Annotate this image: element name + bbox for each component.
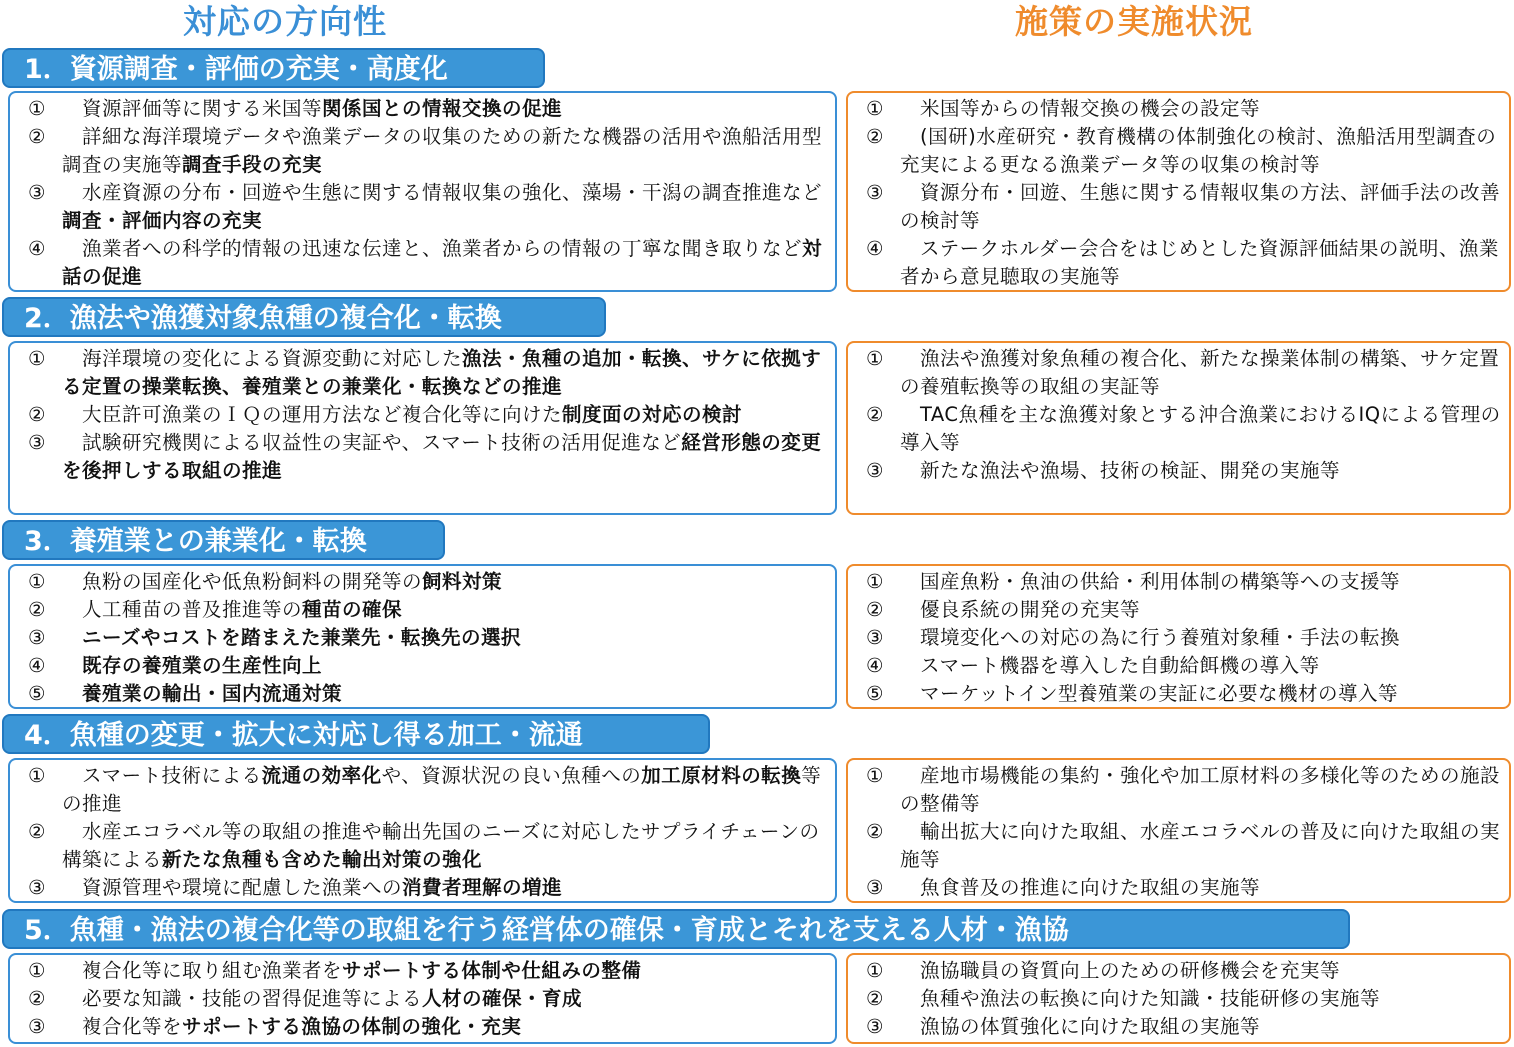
item-text: 大臣許可漁業のＩＱの運用方法など複合化等に向けた	[82, 403, 563, 426]
item-number: ③	[28, 1015, 46, 1038]
item-number: ③	[866, 1015, 884, 1038]
item-number: ①	[28, 570, 46, 593]
item-emphasis: サポートする体制や仕組みの整備	[342, 959, 642, 982]
status-item	[866, 345, 1501, 401]
item-number: ③	[28, 431, 46, 454]
item-text: 水産エコラベル等の取組の推進や輸出先国のニーズに対応したサプライチェーンの構築による	[62, 820, 820, 871]
item-emphasis: 調査手段の充実	[182, 153, 323, 176]
direction-item	[28, 429, 827, 485]
item-text: 魚粉の国産化や低魚粉飼料の開発等の	[82, 570, 423, 593]
item-number: ②	[866, 987, 884, 1010]
item-text: 魚種や漁法の転換に向けた知識・技能研修の実施等	[920, 987, 1381, 1010]
item-number: ①	[28, 764, 46, 787]
item-number: ①	[866, 959, 884, 982]
item-number: ②	[866, 820, 884, 843]
item-number: ②	[28, 598, 46, 621]
item-number: ①	[28, 97, 46, 120]
item-number: ③	[866, 626, 884, 649]
item-emphasis: 種苗の確保	[302, 598, 403, 621]
item-emphasis: 経営形態の変更を後押しする取組の推進	[62, 431, 822, 482]
item-emphasis: 飼料対策	[422, 570, 503, 593]
item-text: 必要な知識・技能の習得促進等による	[82, 987, 423, 1010]
direction-item	[28, 95, 827, 123]
item-emphasis: ニーズやコストを踏まえた兼業先・転換先の選択	[82, 626, 522, 649]
item-text: 人工種苗の普及推進等の	[82, 598, 303, 621]
status-box	[846, 953, 1511, 1044]
item-emphasis: 加工原材料の転換	[641, 764, 802, 787]
item-number: ④	[28, 654, 46, 677]
item-text: 詳細な海洋環境データや漁業データの収集のための新たな機器の活用や漁船活用型調査の実施等	[62, 125, 823, 176]
status-item	[866, 568, 1501, 596]
item-text: 等の推進	[62, 764, 822, 815]
item-number: ①	[866, 97, 884, 120]
item-text: マーケットイン型養殖業の実証に必要な機材の導入等	[920, 682, 1399, 705]
item-number: ③	[866, 876, 884, 899]
item-text: 漁業者への科学的情報の迅速な伝達と、漁業者からの情報の丁寧な聞き取りなど	[82, 237, 803, 260]
item-number: ③	[866, 181, 884, 204]
direction-item	[28, 818, 827, 874]
item-number: ③	[28, 626, 46, 649]
item-text: 海洋環境の変化による資源変動に対応した	[82, 347, 463, 370]
direction-box	[8, 91, 837, 292]
right-column-title: 施策の実施状況	[1015, 2, 1253, 41]
item-number: ②	[866, 403, 884, 426]
item-text: スマート機器を導入した自動給餌機の導入等	[920, 654, 1320, 677]
item-number: ②	[866, 598, 884, 621]
item-emphasis: サポートする漁協の体制の強化・充実	[182, 1015, 522, 1038]
direction-item	[28, 1013, 827, 1041]
item-number: ③	[28, 876, 46, 899]
item-emphasis: 調査・評価内容の充実	[62, 209, 263, 232]
status-item	[866, 874, 1501, 902]
item-emphasis: 漁法・魚種の追加・転換、サケに依拠する定置の操業転換、養殖業との兼業化・転換などの推進	[62, 347, 822, 398]
item-number: ②	[28, 125, 46, 148]
item-number: ①	[866, 764, 884, 787]
direction-box	[8, 341, 837, 515]
item-emphasis: 人材の確保・育成	[422, 987, 583, 1010]
item-number: ②	[28, 987, 46, 1010]
item-text: 資源分布・回遊、生態に関する情報収集の方法、評価手法の改善の検討等	[900, 181, 1501, 232]
direction-item	[28, 652, 827, 680]
item-text: TAC魚種を主な漁獲対象とする沖合漁業におけるIQによる管理の導入等	[900, 403, 1501, 454]
item-number: ④	[28, 237, 46, 260]
item-number: ①	[28, 347, 46, 370]
direction-item	[28, 235, 827, 291]
item-number: ②	[866, 125, 884, 148]
status-item	[866, 1013, 1501, 1041]
item-text: (国研)水産研究・教育機構の体制強化の検討、漁船活用型調査の充実による更なる漁業データ等の収集の検討等	[900, 125, 1497, 176]
item-number: ①	[28, 959, 46, 982]
item-emphasis: 関係国との情報交換の促進	[322, 97, 563, 120]
status-item	[866, 680, 1501, 708]
item-text: 複合化等を	[82, 1015, 183, 1038]
item-number: ⑤	[866, 682, 884, 705]
item-text: や、資源状況の良い魚種への	[381, 764, 642, 787]
item-number: ①	[866, 347, 884, 370]
item-text: 漁法や漁獲対象魚種の複合化、新たな操業体制の構築、サケ定置の養殖転換等の取組の実証等	[900, 347, 1500, 398]
item-text: 漁協の体質強化に向けた取組の実施等	[920, 1015, 1261, 1038]
item-emphasis: 制度面の対応の検討	[562, 403, 743, 426]
direction-item	[28, 401, 827, 429]
status-item	[866, 95, 1501, 123]
direction-box	[8, 953, 837, 1044]
status-item	[866, 985, 1501, 1013]
status-item	[866, 235, 1501, 291]
direction-item	[28, 680, 827, 708]
item-emphasis: 消費者理解の増進	[402, 876, 563, 899]
status-item	[866, 957, 1501, 985]
status-box	[846, 91, 1511, 292]
status-item	[866, 818, 1501, 874]
item-text: 環境変化への対応の為に行う養殖対象種・手法の転換	[920, 626, 1401, 649]
status-item	[866, 652, 1501, 680]
direction-box	[8, 564, 837, 709]
direction-item	[28, 345, 827, 401]
status-box	[846, 341, 1511, 515]
section-title-bar: 3．養殖業との兼業化・転換	[2, 520, 445, 560]
item-number: ④	[866, 654, 884, 677]
item-emphasis: 養殖業の輸出・国内流通対策	[82, 682, 343, 705]
item-text: 資源管理や環境に配慮した漁業への	[82, 876, 403, 899]
status-item	[866, 401, 1501, 457]
status-item	[866, 457, 1501, 485]
section-title-bar: 5．魚種・漁法の複合化等の取組を行う経営体の確保・育成とそれを支える人材・漁協	[2, 909, 1350, 949]
item-text: 米国等からの情報交換の機会の設定等	[920, 97, 1261, 120]
status-item	[866, 762, 1501, 818]
item-text: 試験研究機関による収益性の実証や、スマート技術の活用促進など	[82, 431, 682, 454]
status-item	[866, 123, 1501, 179]
section-title-bar: 4．魚種の変更・拡大に対応し得る加工・流通	[2, 714, 710, 754]
item-emphasis: 対話の促進	[62, 237, 823, 288]
item-number: ⑤	[28, 682, 46, 705]
status-item	[866, 179, 1501, 235]
status-item	[866, 624, 1501, 652]
item-text: 水産資源の分布・回遊や生態に関する情報収集の強化、藻場・干潟の調査推進など	[82, 181, 823, 204]
section-title-bar: 1．資源調査・評価の充実・高度化	[2, 48, 545, 88]
item-number: ②	[28, 403, 46, 426]
item-emphasis: 流通の効率化	[261, 764, 382, 787]
item-text: 新たな漁法や漁場、技術の検証、開発の実施等	[920, 459, 1341, 482]
item-number: ①	[866, 570, 884, 593]
direction-item	[28, 957, 827, 985]
direction-item	[28, 568, 827, 596]
item-text: 複合化等に取り組む漁業者を	[82, 959, 343, 982]
item-text: 魚食普及の推進に向けた取組の実施等	[920, 876, 1261, 899]
item-number: ④	[866, 237, 884, 260]
item-text: スマート技術による	[82, 764, 262, 787]
status-box	[846, 564, 1511, 709]
item-text: 産地市場機能の集約・強化や加工原材料の多様化等のための施設の整備等	[900, 764, 1501, 815]
item-number: ③	[866, 459, 884, 482]
item-text: 国産魚粉・魚油の供給・利用体制の構築等への支援等	[920, 570, 1401, 593]
direction-item	[28, 624, 827, 652]
direction-item	[28, 874, 827, 902]
section-title-bar: 2．漁法や漁獲対象魚種の複合化・転換	[2, 297, 606, 337]
direction-item	[28, 762, 827, 818]
direction-item	[28, 179, 827, 235]
status-item	[866, 596, 1501, 624]
item-number: ③	[28, 181, 46, 204]
left-column-title: 対応の方向性	[183, 2, 387, 41]
item-text: ステークホルダー会合をはじめとした資源評価結果の説明、漁業者から意見聴取の実施等	[900, 237, 1499, 288]
item-emphasis: 既存の養殖業の生産性向上	[82, 654, 323, 677]
item-text: 優良系統の開発の充実等	[920, 598, 1141, 621]
item-text: 輸出拡大に向けた取組、水産エコラベルの普及に向けた取組の実施等	[900, 820, 1501, 871]
item-text: 資源評価等に関する米国等	[82, 97, 323, 120]
item-number: ②	[28, 820, 46, 843]
item-text: 漁協職員の資質向上のための研修機会を充実等	[920, 959, 1341, 982]
item-emphasis: 新たな魚種も含めた輸出対策の強化	[162, 848, 483, 871]
direction-item	[28, 985, 827, 1013]
direction-item	[28, 596, 827, 624]
direction-box	[8, 758, 837, 903]
direction-item	[28, 123, 827, 179]
status-box	[846, 758, 1511, 903]
